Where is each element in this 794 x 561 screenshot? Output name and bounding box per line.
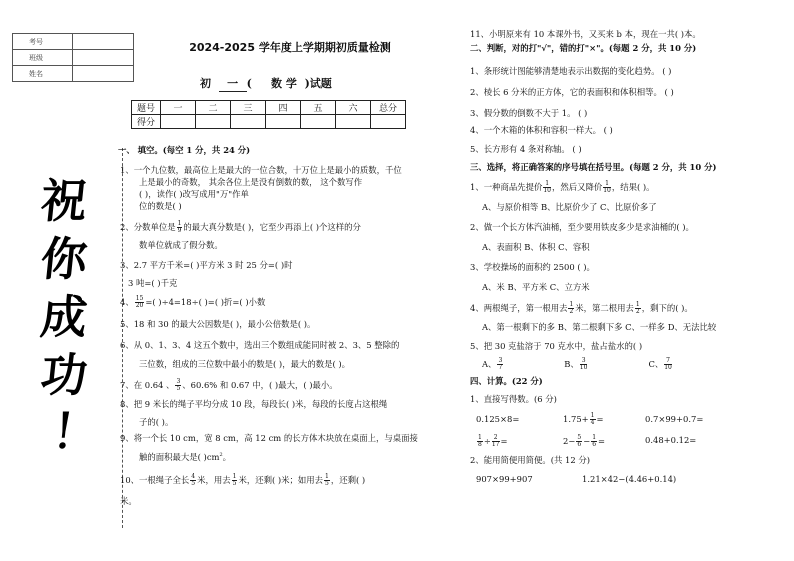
answer-options: A、米 B、平方米 C、立方米 [482, 282, 590, 292]
question-text: 1、一个九位数，最高位上是最大的一位合数，十万位上是最小的质数，千位 [120, 165, 402, 175]
fraction-numerator: 7 [666, 357, 670, 364]
name-label: 姓名 [13, 66, 73, 82]
fraction-denominator: 2 [569, 308, 574, 315]
simplify-calc-item: 907×99+907 [476, 474, 533, 484]
oral-calc-item: 0.7×99+0.7= [645, 414, 704, 424]
class-label: 班级 [13, 50, 73, 66]
score-header-cell: 四 [266, 101, 301, 115]
fraction-numerator: 1 [635, 301, 640, 308]
exam-subtitle [200, 75, 332, 92]
question-text: 6、从 0、1、3、4 这五个数中，选出三个数组成能同时被 2、3、5 整除的 [120, 340, 400, 350]
fraction-denominator: 5 [191, 480, 196, 487]
fraction-denominator: 7 [498, 364, 503, 371]
motto-char: 你 [38, 232, 90, 286]
question-text: 2、做一个长方体汽油桶，至少要用铁皮多少是求油桶的( )。 [470, 222, 694, 232]
name-field[interactable] [73, 66, 134, 82]
question-text: 三位数，组成的三位数中最小的数是( )，最大的数是( )。 [139, 359, 351, 369]
fraction-denominator: 2 [635, 308, 640, 315]
question-segment: = [596, 414, 604, 424]
section-heading-fill-in: 一、 填空。(每空 1 分，共 24 分) [118, 145, 251, 155]
section-heading-judge: 二、判断，对的打"√"，错的打"×"。(每题 2 分，共 10 分) [470, 43, 697, 53]
operator: ÷ [483, 436, 491, 446]
score-header-cell: 六 [336, 101, 371, 115]
motto-char: 祝 [38, 174, 90, 228]
score-header-cell: 三 [231, 101, 266, 115]
question-text [120, 474, 365, 487]
fraction-denominator: 10 [603, 187, 611, 194]
subtitle-open-paren: ( [246, 77, 252, 90]
question-segment: 米，用去 [197, 475, 231, 485]
score-cell[interactable] [231, 115, 266, 129]
fraction-numerator: 3 [176, 378, 181, 385]
subtitle-suffix: )试题 [304, 77, 332, 90]
question-text [139, 450, 231, 463]
info-row-class [13, 50, 134, 66]
question-text [120, 296, 265, 309]
fraction-numerator: 1 [605, 180, 609, 187]
good-luck-motto [34, 172, 94, 458]
subsection-heading: 2、能用简便用简便。(共 12 分) [470, 455, 590, 465]
question-text: 3、假分数的倒数不大于 1。 ( ) [470, 108, 588, 118]
fraction [477, 435, 483, 448]
fraction [324, 474, 330, 487]
question-segment: 触的面积最大是( )cm [139, 451, 220, 462]
oral-calc-item [476, 435, 508, 448]
question-segment: 。 [222, 451, 232, 462]
fraction-denominator: 6 [592, 441, 597, 448]
question-text: 9、将一个长 10 cm，宽 8 cm，高 12 cm 的长方体木块放在桌面上，与桌面接 [120, 433, 418, 443]
oral-calc-item [563, 413, 604, 426]
fraction [576, 435, 582, 448]
score-header-cell: 五 [301, 101, 336, 115]
fraction-denominator: 9 [177, 227, 182, 234]
oral-calc-item: 0.48+0.12= [645, 435, 697, 445]
question-text: 5、18 和 30 的最大公因数是( )，最小公倍数是( )。 [120, 319, 316, 329]
fraction [568, 302, 574, 315]
question-text: 数单位就成了假分数。 [139, 240, 223, 250]
question-text: 5、把 30 克盐溶于 70 克水中，盐占盐水的( ) [470, 341, 643, 351]
question-text: 位的数是( ) [139, 201, 182, 211]
exam-number-label: 考号 [13, 34, 73, 50]
fraction-denominator: 4 [590, 419, 595, 426]
answer-options: A、第一根剩下的多 B、第二根剩下多 C、一样多 D、无法比较 [482, 322, 717, 332]
fraction [190, 474, 196, 487]
operator: − [583, 436, 591, 446]
question-segment: ，剩下的( )。 [641, 303, 693, 313]
score-table-row [132, 115, 406, 129]
fraction-denominator: 5 [232, 480, 237, 487]
fraction-numerator: 3 [498, 357, 503, 364]
option-label: B、 [564, 359, 579, 369]
score-table [131, 100, 406, 129]
fraction-numerator: 1 [569, 301, 574, 308]
fraction-denominator: 5 [176, 385, 181, 392]
question-text: 5、长方形有 4 条对称轴。 ( ) [470, 144, 582, 154]
score-header-cell: 二 [196, 101, 231, 115]
student-info-box [12, 33, 134, 82]
fraction [635, 302, 641, 315]
info-row-exam-number [13, 34, 134, 50]
fraction-numerator: 1 [325, 473, 329, 480]
fraction-numerator: 15 [135, 295, 144, 302]
question-segment: = [598, 436, 606, 446]
question-text [120, 221, 361, 234]
question-text: 1、条形统计图能够清楚地表示出数据的变化趋势。 ( ) [470, 66, 672, 76]
fraction [232, 474, 238, 487]
exam-number-field[interactable] [73, 34, 134, 50]
fraction [135, 296, 145, 309]
question-segment: 米，第二根用去 [575, 303, 634, 313]
fraction-denominator: 8 [478, 441, 482, 448]
question-segment: 的最大真分数是( )，它至少再添上( )个这样的分 [183, 222, 361, 232]
section-heading-calculation: 四、计算。(22 分) [470, 376, 543, 386]
oral-calc-item: 0.125×8= [476, 414, 520, 424]
fraction-numerator: 2 [493, 434, 498, 441]
score-header-cell: 一 [161, 101, 196, 115]
question-segment: 、60.6% 和 0.67 中，( )最大，( )最小。 [182, 380, 338, 390]
question-segment: ，然后又降价 [551, 182, 603, 192]
question-segment: ，还剩( ) [330, 475, 366, 485]
class-field[interactable] [73, 50, 134, 66]
fraction-denominator: 10 [579, 364, 588, 371]
question-text [470, 181, 655, 194]
motto-char: 成 [38, 290, 90, 344]
answer-options: A、表面积 B、体积 C、容积 [482, 242, 590, 252]
question-segment: = [500, 436, 508, 446]
question-segment: 7、在 0.64 、 [120, 380, 175, 390]
question-text: 3、学校操场的面积约 2500 ( )。 [470, 262, 595, 272]
fraction-numerator: 1 [545, 180, 550, 187]
subtitle-subject: 数 学 [271, 77, 297, 90]
fraction-numerator: 1 [592, 434, 597, 441]
question-segment: =( )÷4=18÷( )=( )折=( )小数 [145, 297, 266, 307]
question-segment: 2− [563, 436, 576, 446]
superscript: 2 [219, 452, 223, 458]
section-heading-choice: 三、选择，将正确答案的序号填在括号里。(每题 2 分，共 10 分) [470, 162, 717, 172]
question-segment: ，结果( )。 [611, 182, 655, 192]
fraction-numerator: 1 [232, 473, 237, 480]
fraction-numerator: 5 [577, 434, 582, 441]
option-label: A、 [482, 359, 497, 369]
fraction-numerator: 1 [177, 220, 182, 227]
score-header-cell: 总分 [371, 101, 406, 115]
fraction-denominator: 20 [135, 302, 144, 309]
question-segment: 1.75+ [563, 414, 589, 424]
fraction [543, 181, 551, 194]
fraction-denominator: 6 [577, 441, 582, 448]
question-text: 上是最小的奇数， 其余各位上是没有倒数的数， 这个数写作 [139, 177, 363, 187]
binding-fold-line [122, 148, 123, 528]
score-cell[interactable] [196, 115, 231, 129]
score-cell[interactable] [266, 115, 301, 129]
question-text: 米。 [120, 496, 137, 506]
score-cell[interactable] [371, 115, 406, 129]
question-text: 子的( )。 [139, 417, 174, 427]
subtitle-grade-prefix: 初 [200, 77, 211, 90]
question-text: 8、把 9 米长的绳子平均分成 10 段，每段长( )米，每段的长度占这根绳 [120, 399, 388, 409]
score-cell[interactable] [336, 115, 371, 129]
question-text: 3、2.7 平方千米=( )平方米 3 时 25 分=( )时 [120, 260, 293, 270]
score-cell[interactable] [161, 115, 196, 129]
question-segment: 1、一种商品先提价 [470, 182, 543, 192]
question-segment: 4、 [120, 297, 134, 307]
question-segment: 2、分数单位是 [120, 222, 176, 232]
fraction [580, 358, 588, 371]
answer-options [482, 358, 673, 371]
option-label: C、 [648, 359, 664, 369]
subtitle-grade: 一 [219, 75, 247, 92]
question-segment: 4、两根绳子，第一根用去 [470, 303, 568, 313]
subsection-heading: 1、直接写得数。(6 分) [470, 394, 557, 404]
simplify-calc-item: 1.21×42−(4.46+0.14) [582, 474, 677, 484]
fraction [664, 358, 672, 371]
answer-options: A、与原价相等 B、比原价少了 C、比原价多了 [482, 202, 657, 212]
question-segment: 10、一根绳子全长 [120, 475, 190, 485]
score-cell[interactable] [301, 115, 336, 129]
fraction-numerator: 1 [590, 412, 595, 419]
fraction [175, 379, 181, 392]
question-text [120, 379, 338, 392]
question-text: 11、小明原来有 10 本课外书，又买来 b 本，现在一共( )本。 [470, 29, 701, 39]
fraction [492, 435, 500, 448]
question-text: 4、一个木箱的体积和容积一样大。 ( ) [470, 125, 613, 135]
motto-exclamation: ! [50, 402, 78, 460]
fraction-numerator: 1 [478, 434, 482, 441]
question-text: 3 吨=( )千克 [128, 278, 178, 288]
score-table-header [132, 101, 406, 115]
question-text: ( )，读作( )改写成用"万"作单 [139, 189, 249, 199]
fraction [497, 358, 503, 371]
info-row-name [13, 66, 134, 82]
fraction-denominator: 10 [543, 187, 551, 194]
fraction [603, 181, 611, 194]
fraction [590, 413, 596, 426]
exam-title: 2024-2025 学年度上学期期初质量检测 [189, 41, 391, 54]
oral-calc-item [563, 435, 605, 448]
fraction-denominator: 10 [664, 364, 672, 371]
fraction [177, 221, 183, 234]
question-segment: 米，还剩( )米；如用去 [238, 475, 324, 485]
question-text [470, 302, 693, 315]
fraction-numerator: 4 [191, 473, 196, 480]
fraction-denominator: 5 [325, 480, 329, 487]
score-row-label: 得分 [132, 115, 161, 129]
motto-char: 功 [38, 348, 90, 402]
fraction [591, 435, 597, 448]
fraction-numerator: 3 [581, 357, 586, 364]
fraction-denominator: 17 [491, 441, 500, 448]
question-text: 2、棱长 6 分米的正方体，它的表面积和体积相等。 ( ) [470, 87, 674, 97]
score-header-cell: 题号 [132, 101, 161, 115]
